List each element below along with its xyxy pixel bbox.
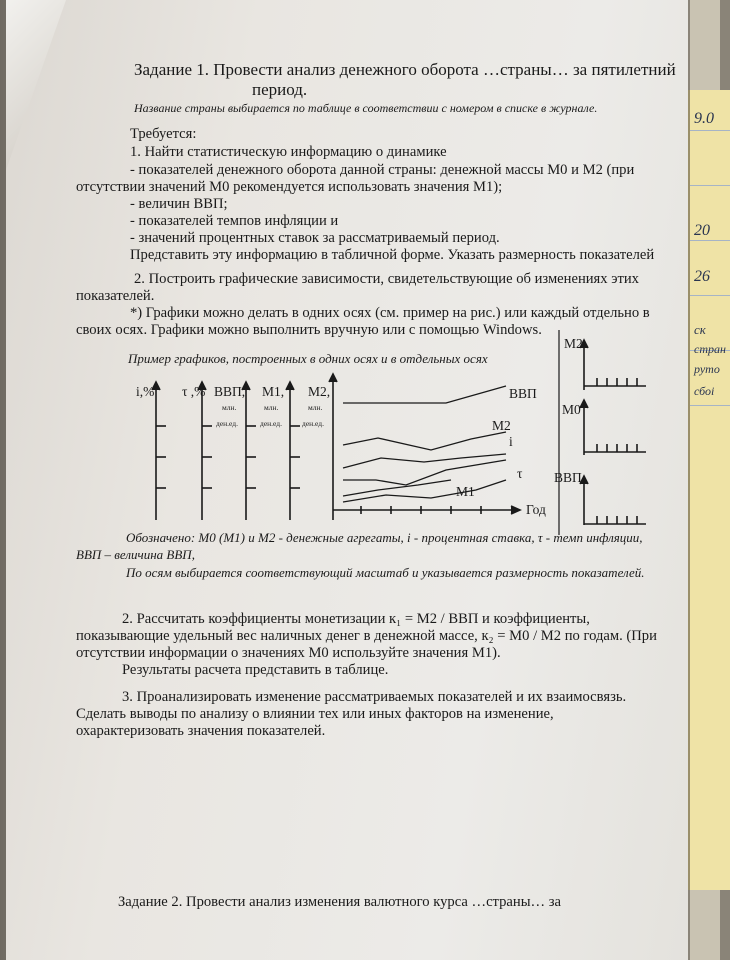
curve-label-m1: М1	[456, 484, 475, 499]
task1-title: Задание 1. Провести анализ денежного оборота …страны… за пятилетний	[134, 60, 676, 79]
step1-line: 1. Найти статистическую информацию о динамике	[130, 144, 447, 160]
side-label-gdp: ВВП	[554, 470, 582, 485]
notepad-line	[690, 405, 730, 406]
axis-label-gdp: ВВП,	[214, 384, 246, 399]
axis-unit: млн.	[308, 403, 323, 412]
step1-line: отсутствии значений М0 рекомендуется использовать значения М1);	[76, 179, 503, 195]
curve-m1-low	[343, 480, 506, 502]
step1-line: - показателей денежного оборота данной страны: денежной массы М0 и М2 (при	[130, 162, 635, 178]
required-label: Требуется:	[130, 126, 197, 142]
side-label-m0: М0	[562, 402, 581, 417]
legend-line: Обозначено: М0 (М1) и М2 - денежные агрегаты, i - процентная ставка, τ - темп инфляции,	[126, 530, 643, 545]
axis-label-m1: М1,	[262, 384, 285, 399]
curve-label-i: i	[509, 434, 513, 449]
curve-label-m2: М2	[492, 418, 511, 433]
axis-unit: ден.ед.	[216, 419, 238, 428]
notepad	[688, 90, 730, 890]
page-curl	[6, 0, 66, 170]
notepad-text: 20	[694, 222, 710, 239]
curve-gdp	[343, 386, 506, 403]
notepad-text: стран	[694, 342, 726, 356]
axis-unit: ден.ед.	[302, 419, 324, 428]
step2-line: показателей.	[76, 288, 155, 304]
step1-line: - величин ВВП;	[130, 196, 228, 212]
curve-m1	[343, 480, 451, 496]
notepad-text: ск	[694, 322, 706, 337]
curve-label-tau: τ	[517, 466, 523, 481]
axis-label-tau: τ ,%	[182, 384, 206, 399]
notepad-text: руто	[694, 362, 720, 376]
step1-line: Представить эту информацию в табличной форме. Указать размерность показателей	[130, 247, 655, 263]
step2-line: своих осях. Графики можно выполнить вручную или с помощью Windows.	[76, 322, 542, 338]
step4-line: Сделать выводы по анализу о влиянии тех или иных факторов на изменение,	[76, 706, 554, 722]
x-axis-label: Год	[526, 502, 546, 517]
notepad-line	[690, 295, 730, 296]
example-figure	[6, 330, 688, 540]
notepad-line	[690, 185, 730, 186]
step3-line: показывающие удельный вес наличных денег в денежной массе, к₂ = М0 / М2 по годам. (При	[76, 628, 657, 644]
step1-line: - показателей темпов инфляции и	[130, 213, 339, 229]
document-page	[6, 0, 688, 960]
notepad-line	[690, 130, 730, 131]
step1-line: - значений процентных ставок за рассматриваемый период.	[130, 230, 500, 246]
axis-unit: ден.ед.	[260, 419, 282, 428]
side-label-m2: М2	[564, 336, 583, 351]
curve-label-gdp: ВВП	[509, 386, 537, 401]
notepad-line	[690, 240, 730, 241]
step4-line: 3. Проанализировать изменение рассматриваемых показателей и их взаимосвязь.	[122, 689, 627, 705]
axis-label-i: i,%	[136, 384, 155, 399]
notepad-text: 9.0	[694, 110, 714, 127]
step3-line: 2. Рассчитать коэффициенты монетизации к₁ = М2 / ВВП и коэффициенты,	[122, 611, 590, 627]
step3-line: Результаты расчета представить в таблице.	[122, 662, 389, 678]
task1-note: Название страны выбирается по таблице в соответствии с номером в списке в журнале.	[134, 101, 598, 115]
step3-line: отсутствии информации о значениях М0 используйте значения М1).	[76, 645, 501, 661]
task2-title: Задание 2. Провести анализ изменения валютного курса …страны… за	[118, 894, 561, 910]
axis-unit: млн.	[222, 403, 237, 412]
step2-line: *) Графики можно делать в одних осях (см. пример на рис.) или каждый отдельно в	[130, 305, 650, 321]
step2-line: 2. Построить графические зависимости, свидетельствующие об изменениях этих	[134, 271, 639, 287]
curve-i	[343, 454, 506, 468]
notepad-text: сбоі	[694, 384, 715, 398]
curve-m2	[343, 432, 506, 450]
notepad-text: 26	[694, 268, 710, 285]
axis-unit: млн.	[264, 403, 279, 412]
curve-tau	[343, 460, 506, 485]
legend-line: По осям выбирается соответствующий масштаб и указывается размерность показателей.	[126, 565, 645, 580]
axis-label-m2: М2,	[308, 384, 331, 399]
legend-line: ВВП – величина ВВП,	[76, 547, 195, 562]
step4-line: охарактеризовать значения показателей.	[76, 723, 326, 739]
figure-caption: Пример графиков, построенных в одних осях и в отдельных осях	[128, 351, 488, 366]
task1-title-cont: период.	[252, 80, 308, 99]
